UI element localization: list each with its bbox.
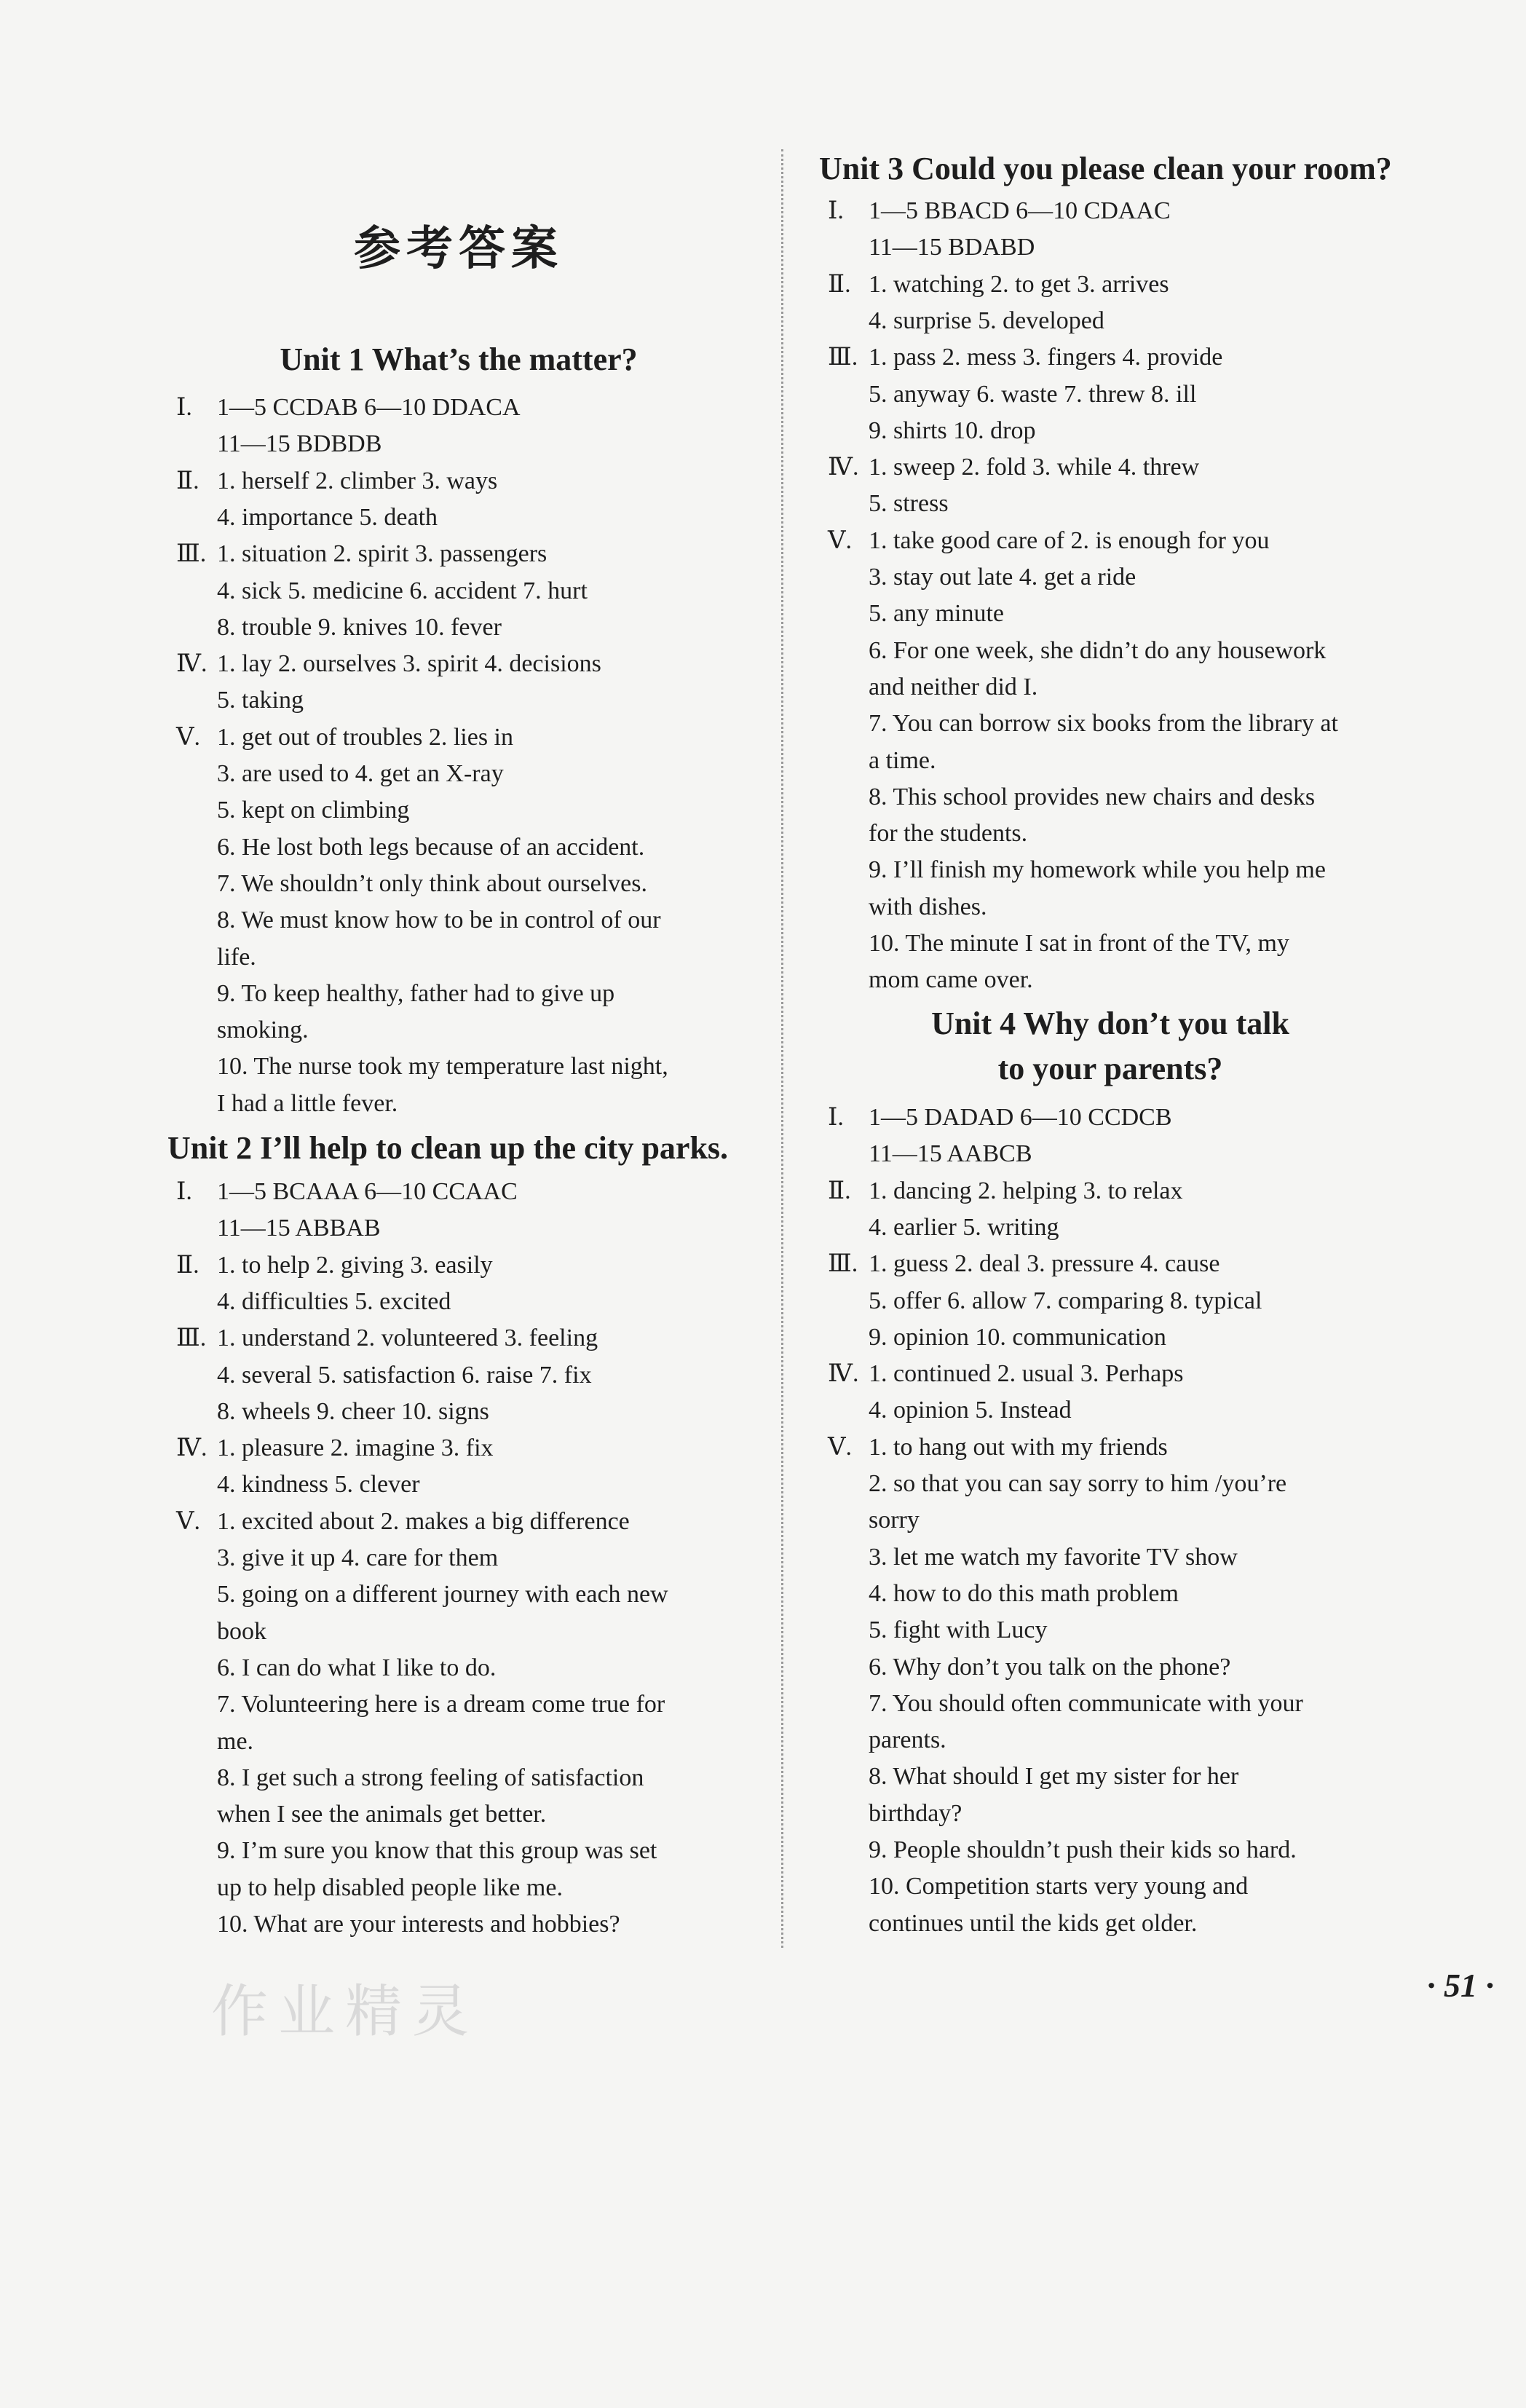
answer-line: 7. You can borrow six books from the library at [869,710,1338,738]
answer-line: 8. wheels 9. cheer 10. signs [217,1397,489,1425]
answer-line: 10. The minute I sat in front of the TV, my [869,930,1289,957]
answer-line: 4. opinion 5. Instead [869,1397,1072,1424]
answer-line: 3. stay out late 4. get a ride [869,564,1136,591]
section-numeral: Ⅲ. [828,344,858,371]
answer-line: 1. watching 2. to get 3. arrives [869,270,1169,298]
answer-line: birthday? [869,1799,962,1827]
answer-line: 1. take good care of 2. is enough for you [869,526,1270,554]
answer-line: and neither did I. [869,673,1038,700]
section-numeral: Ⅴ. [828,526,853,554]
answer-line: parents. [869,1726,946,1754]
answer-line: 1—5 DADAD 6—10 CCDCB [869,1104,1172,1131]
answer-line: 11—15 AABCB [869,1140,1032,1168]
answer-line: life. [217,943,256,971]
section-numeral: Ⅲ. [828,1250,858,1278]
answer-line: a time. [869,746,936,774]
section-numeral: Ⅱ. [828,270,851,298]
section-numeral: Ⅴ. [176,723,201,751]
answer-line: 4. earlier 5. writing [869,1213,1059,1241]
answer-line: I had a little fever. [217,1089,398,1117]
section-numeral: Ⅱ. [828,1177,851,1204]
section-numeral: Ⅰ. [176,1178,192,1205]
section-numeral: Ⅲ. [176,1325,207,1352]
answer-line: 10. The nurse took my temperature last night, [217,1053,668,1081]
answer-line: 4. sick 5. medicine 6. accident 7. hurt [217,577,588,604]
answer-line: 1—5 BCAAA 6—10 CCAAC [217,1178,518,1205]
answer-line: 6. Why don’t you talk on the phone? [869,1653,1231,1681]
answer-line: book [217,1617,266,1645]
section-numeral: Ⅱ. [176,467,199,494]
section-numeral: Ⅴ. [828,1433,853,1461]
unit-heading: Unit 1 What’s the matter? [280,342,638,377]
answer-line: 1. pass 2. mess 3. fingers 4. provide [869,344,1223,371]
answer-line: 1. sweep 2. fold 3. while 4. threw [869,454,1200,481]
answer-line: 1. situation 2. spirit 3. passengers [217,540,547,568]
answer-line: 1. dancing 2. helping 3. to relax [869,1177,1183,1204]
page-number: · 51 · [1427,1967,1494,2004]
answer-line: 1. get out of troubles 2. lies in [217,723,514,751]
watermark: 作业精灵 [211,1979,480,2045]
answer-line: 3. are used to 4. get an X-ray [217,760,504,787]
answer-line: 11—15 BDBDB [217,430,382,458]
answer-line: 10. What are your interests and hobbies? [217,1911,620,1938]
answer-line: smoking. [217,1017,309,1044]
answer-line: me. [217,1727,254,1755]
section-numeral: Ⅳ. [176,650,207,678]
answer-line: 8. trouble 9. knives 10. fever [217,613,502,641]
answer-line: 4. several 5. satisfaction 6. raise 7. fix [217,1361,592,1389]
answer-line: 1. herself 2. climber 3. ways [217,467,498,494]
answer-line: for the students. [869,820,1028,848]
answer-line: 9. I’m sure you know that this group was set [217,1837,657,1865]
page-title: 参考答案 [354,221,564,276]
answer-line: 1. to hang out with my friends [869,1433,1168,1461]
answer-line: 5. stress [869,490,949,518]
answer-line: 6. For one week, she didn’t do any housework [869,636,1327,664]
answer-line: 11—15 BDABD [869,234,1035,261]
section-numeral: Ⅳ. [828,454,859,481]
answer-line: 3. give it up 4. care for them [217,1544,499,1571]
answer-line: continues until the kids get older. [869,1909,1198,1937]
section-numeral: Ⅴ. [176,1507,201,1535]
answer-line: 9. shirts 10. drop [869,417,1036,444]
answer-line: 1—5 BBACD 6—10 CDAAC [869,197,1171,224]
section-numeral: Ⅰ. [828,197,844,224]
answer-line: 9. People shouldn’t push their kids so hard. [869,1836,1297,1863]
section-numeral: Ⅰ. [176,394,192,421]
answer-line: 9. To keep healthy, father had to give up [217,979,615,1007]
answer-line: 5. anyway 6. waste 7. threw 8. ill [869,380,1197,408]
answer-line: 6. He lost both legs because of an accident. [217,833,645,861]
section-numeral: Ⅳ. [828,1360,859,1388]
section-numeral: Ⅱ. [176,1251,199,1279]
answer-line: 1. excited about 2. makes a big difference [217,1507,630,1535]
section-numeral: Ⅳ. [176,1434,207,1462]
unit-heading: Unit 3 Could you please clean your room? [819,151,1392,186]
answer-line: 4. difficulties 5. excited [217,1287,451,1315]
answer-line: 9. opinion 10. communication [869,1323,1166,1351]
answer-line: 8. What should I get my sister for her [869,1763,1239,1791]
unit-heading: Unit 2 I’ll help to clean up the city parks. [167,1130,729,1166]
answer-line: 5. any minute [869,600,1005,628]
answer-line: 1. understand 2. volunteered 3. feeling [217,1325,598,1352]
answer-line: mom came over. [869,966,1033,994]
answer-line: 4. kindness 5. clever [217,1471,420,1499]
answer-line: 1. lay 2. ourselves 3. spirit 4. decisions [217,650,601,678]
answer-line: 7. You should often communicate with your [869,1689,1303,1717]
answer-line: 2. so that you can say sorry to him /you’re [869,1470,1287,1497]
answer-line: when I see the animals get better. [217,1801,547,1828]
answer-line: 10. Competition starts very young and [869,1873,1249,1900]
answer-line: 6. I can do what I like to do. [217,1654,497,1681]
answer-line: 8. We must know how to be in control of our [217,907,661,934]
answer-line: 8. This school provides new chairs and desks [869,783,1316,810]
answer-line: 5. kept on climbing [217,797,410,824]
answer-line: 4. how to do this math problem [869,1579,1179,1607]
answer-line: 5. taking [217,687,304,714]
answer-line: 3. let me watch my favorite TV show [869,1543,1238,1571]
answer-line: with dishes. [869,893,987,920]
answer-line: up to help disabled people like me. [217,1874,563,1901]
answer-line: sorry [869,1507,920,1534]
section-numeral: Ⅲ. [176,540,207,568]
answer-line: 8. I get such a strong feeling of satisfaction [217,1764,644,1791]
answer-line: 7. We shouldn’t only think about ourselves. [217,869,647,897]
unit-heading-line: Unit 4 Why don’t you talk [931,1006,1289,1041]
answer-line: 1—5 CCDAB 6—10 DDACA [217,394,521,421]
answer-line: 1. pleasure 2. imagine 3. fix [217,1434,494,1462]
section-numeral: Ⅰ. [828,1104,844,1131]
answer-line: 1. to help 2. giving 3. easily [217,1251,493,1279]
answer-line: 7. Volunteering here is a dream come true for [217,1691,665,1718]
answer-line: 1. continued 2. usual 3. Perhaps [869,1360,1184,1388]
answer-line: 1. guess 2. deal 3. pressure 4. cause [869,1250,1220,1278]
answer-line: 5. going on a different journey with each new [217,1581,668,1608]
answer-line: 11—15 ABBAB [217,1215,381,1242]
answer-line: 5. offer 6. allow 7. comparing 8. typical [869,1287,1262,1314]
answer-line: 9. I’ll finish my homework while you help me [869,856,1326,884]
column-divider [781,149,783,1948]
unit-heading-line: to your parents? [997,1051,1223,1086]
answer-line: 4. importance 5. death [217,503,438,531]
answer-line: 5. fight with Lucy [869,1616,1048,1644]
answer-line: 4. surprise 5. developed [869,307,1104,334]
